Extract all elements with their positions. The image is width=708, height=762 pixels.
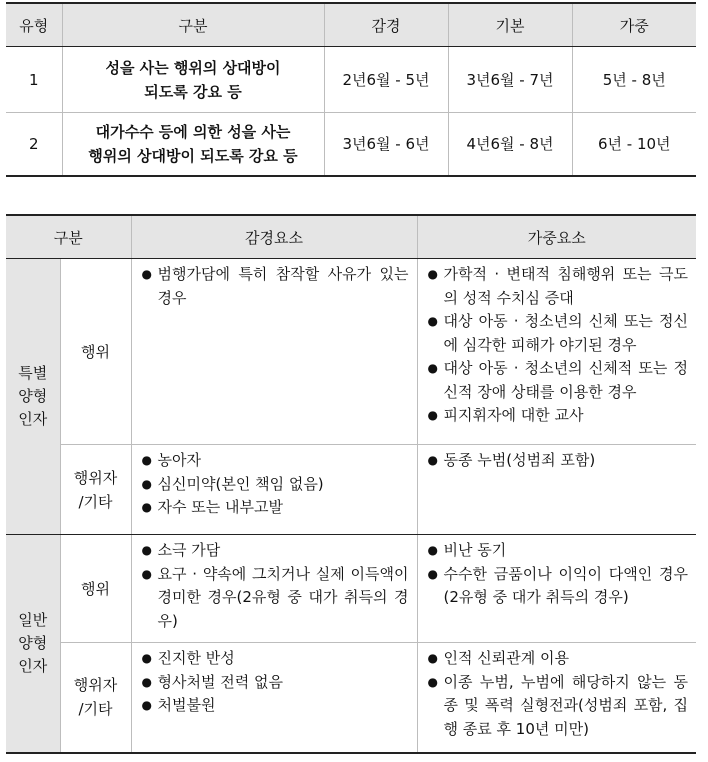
table-row bbox=[6, 47, 696, 113]
list-item bbox=[142, 473, 409, 497]
bullet-icon: ● bbox=[427, 651, 438, 665]
list-item bbox=[428, 449, 689, 473]
aggravating-cell bbox=[417, 259, 696, 445]
list-item bbox=[428, 539, 689, 563]
bullet-icon: ● bbox=[141, 698, 152, 712]
list-item bbox=[142, 263, 409, 310]
header-category: 구분 bbox=[6, 215, 131, 259]
list-item bbox=[142, 647, 409, 671]
bullet-icon: ● bbox=[427, 543, 438, 557]
bullet-icon: ● bbox=[141, 543, 152, 557]
bullet-icon: ● bbox=[427, 408, 438, 422]
list-item bbox=[428, 671, 689, 742]
bullet-icon: ● bbox=[427, 566, 438, 581]
bullet-icon: ● bbox=[141, 566, 152, 581]
sub-label-act: 행위 bbox=[60, 259, 131, 445]
factor-text: 비난 동기 bbox=[443, 541, 507, 559]
sub-label-line: /기타 bbox=[78, 492, 113, 511]
type-cell: 2 bbox=[6, 113, 62, 177]
factor-text: 동종 누범(성범죄 포함) bbox=[443, 451, 596, 469]
table-row bbox=[6, 535, 696, 643]
group-label-line: 특별 bbox=[18, 364, 48, 382]
bullet-icon: ● bbox=[427, 267, 438, 281]
factor-text: 자수 또는 내부고발 bbox=[157, 498, 283, 516]
reduced-cell: 3년6월 - 6년 bbox=[324, 113, 448, 177]
factor-list bbox=[418, 445, 697, 477]
group-label-line: 양형 bbox=[18, 633, 48, 652]
category-line: 대가수수 등에 의한 성을 사는 bbox=[95, 123, 291, 141]
factor-list bbox=[418, 259, 697, 432]
bullet-icon: ● bbox=[141, 500, 152, 514]
bullet-icon: ● bbox=[427, 453, 438, 467]
bullet-icon: ● bbox=[141, 651, 152, 665]
aggravating-cell bbox=[417, 535, 696, 643]
category-cell bbox=[62, 113, 324, 177]
category-line: 되도록 강요 등 bbox=[144, 82, 242, 101]
factor-list bbox=[418, 535, 697, 614]
group-label-line: 양형 bbox=[18, 387, 48, 405]
mitigating-cell bbox=[131, 259, 417, 445]
sub-label-act: 행위 bbox=[60, 535, 131, 643]
list-item bbox=[428, 647, 689, 671]
mitigating-cell bbox=[131, 643, 417, 753]
sentencing-range-table bbox=[6, 2, 696, 177]
reduced-cell: 2년6월 - 5년 bbox=[324, 47, 448, 113]
factor-text: 수수한 금품이나 이익이 다액인 경우(2유형 중 대가 취득의 경우) bbox=[443, 564, 689, 606]
factor-text: 소극 가담 bbox=[157, 541, 221, 559]
bullet-icon: ● bbox=[141, 453, 152, 467]
table-header-row bbox=[6, 215, 696, 259]
aggravating-cell bbox=[417, 445, 696, 535]
header-category: 구분 bbox=[62, 3, 324, 47]
category-line: 행위의 상대방이 되도록 강요 등 bbox=[88, 147, 298, 165]
header-type: 유형 bbox=[6, 3, 62, 47]
factor-list bbox=[418, 643, 697, 745]
factor-text: 대상 아동 · 청소년의 신체적 또는 정신적 장애 상태를 이용한 경우 bbox=[443, 359, 689, 401]
sub-label-line: 행위자 bbox=[73, 676, 118, 695]
list-item bbox=[142, 563, 409, 634]
factor-text: 농아자 bbox=[157, 451, 201, 469]
list-item bbox=[428, 310, 689, 357]
group-label-special bbox=[6, 259, 60, 535]
list-item bbox=[142, 539, 409, 563]
table-header-row bbox=[6, 3, 696, 47]
header-mitigating: 감경요소 bbox=[131, 215, 417, 259]
factor-text: 이종 누범, 누범에 해당하지 않는 동종 및 폭력 실형전과(성범죄 포함, 집행 종료 후 10년 미만) bbox=[443, 672, 689, 738]
factor-text: 가학적 · 변태적 침해행위 또는 극도의 성적 수치심 증대 bbox=[443, 265, 689, 307]
factor-text: 피지휘자에 대한 교사 bbox=[443, 406, 584, 424]
table-row bbox=[6, 259, 696, 445]
mitigating-cell bbox=[131, 535, 417, 643]
factor-list bbox=[132, 445, 417, 524]
category-cell bbox=[62, 47, 324, 113]
list-item bbox=[142, 671, 409, 695]
group-label-line: 인자 bbox=[18, 410, 48, 428]
factor-text: 형사처벌 전력 없음 bbox=[157, 672, 283, 691]
basic-cell: 3년6월 - 7년 bbox=[448, 47, 572, 113]
factor-text: 대상 아동 · 청소년의 신체 또는 정신에 심각한 피해가 야기된 경우 bbox=[443, 312, 689, 354]
header-basic: 기본 bbox=[448, 3, 572, 47]
sub-label-line: /기타 bbox=[78, 700, 113, 719]
bullet-icon: ● bbox=[427, 361, 438, 375]
factor-list bbox=[132, 535, 417, 637]
list-item bbox=[428, 404, 689, 428]
sentencing-factors-table bbox=[6, 214, 696, 754]
type-cell: 1 bbox=[6, 47, 62, 113]
bullet-icon: ● bbox=[141, 674, 152, 689]
aggravated-cell: 5년 - 8년 bbox=[572, 47, 696, 113]
list-item bbox=[142, 449, 409, 473]
mitigating-cell bbox=[131, 445, 417, 535]
sub-label-line: 행위자 bbox=[73, 468, 118, 487]
factor-list bbox=[132, 643, 417, 722]
factor-text: 처벌불원 bbox=[157, 696, 216, 714]
group-label-general bbox=[6, 535, 60, 753]
sub-label-actor bbox=[60, 445, 131, 535]
category-line: 성을 사는 행위의 상대방이 bbox=[105, 58, 281, 77]
list-item bbox=[142, 496, 409, 520]
header-aggravating: 가중요소 bbox=[417, 215, 696, 259]
list-item bbox=[428, 357, 689, 404]
table-row bbox=[6, 445, 696, 535]
sub-label-actor bbox=[60, 643, 131, 753]
factor-text: 범행가담에 특히 참작할 사유가 있는 경우 bbox=[157, 265, 409, 307]
factor-text: 인적 신뢰관계 이용 bbox=[443, 649, 569, 667]
header-aggravated: 가중 bbox=[572, 3, 696, 47]
list-item bbox=[428, 563, 689, 610]
aggravating-cell bbox=[417, 643, 696, 753]
factor-text: 진지한 반성 bbox=[157, 649, 235, 667]
bullet-icon: ● bbox=[141, 267, 152, 281]
factor-text: 심신미약(본인 책임 없음) bbox=[157, 474, 324, 493]
table-row bbox=[6, 643, 696, 753]
bullet-icon: ● bbox=[427, 314, 438, 328]
basic-cell: 4년6월 - 8년 bbox=[448, 113, 572, 177]
bullet-icon: ● bbox=[141, 476, 152, 491]
factor-text: 요구 · 약속에 그치거나 실제 이득액이 경미한 경우(2유형 중 대가 취득의 경우) bbox=[157, 564, 409, 630]
bullet-icon: ● bbox=[427, 674, 438, 689]
table-row bbox=[6, 113, 696, 177]
header-reduced: 감경 bbox=[324, 3, 448, 47]
group-label-line: 인자 bbox=[18, 656, 48, 675]
aggravated-cell: 6년 - 10년 bbox=[572, 113, 696, 177]
list-item bbox=[428, 263, 689, 310]
group-label-line: 일반 bbox=[18, 610, 48, 629]
factor-list bbox=[132, 259, 417, 314]
list-item bbox=[142, 694, 409, 718]
